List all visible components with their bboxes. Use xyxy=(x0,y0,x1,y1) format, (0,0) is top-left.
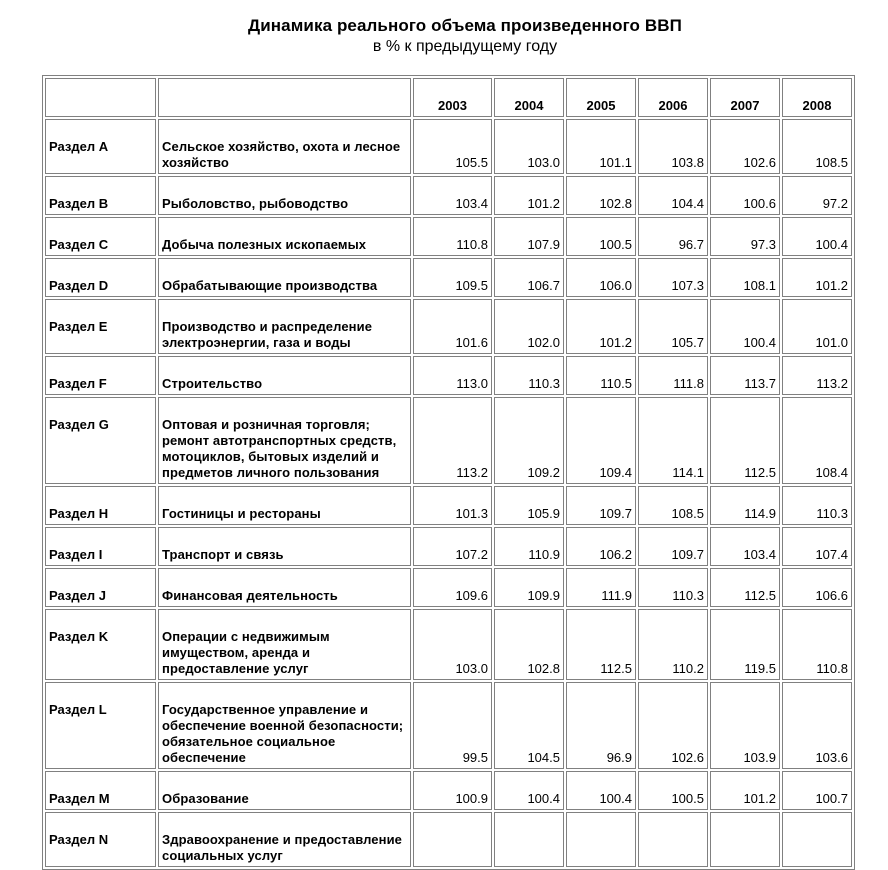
value-cell: 108.4 xyxy=(782,397,852,484)
value-cell: 105.7 xyxy=(638,299,708,354)
value-cell: 100.4 xyxy=(710,299,780,354)
section-name: Добыча полезных ископаемых xyxy=(158,217,411,256)
value-cell: 104.4 xyxy=(638,176,708,215)
value-cell: 97.3 xyxy=(710,217,780,256)
value-cell: 100.5 xyxy=(638,771,708,810)
value-cell: 100.4 xyxy=(494,771,564,810)
table-row xyxy=(45,527,852,566)
section-code: Раздел I xyxy=(45,527,156,566)
section-name: Финансовая деятельность xyxy=(158,568,411,607)
section-name: Государственное управление и обеспечение военной безопасности; обязательное социальное обеспечение xyxy=(158,682,411,769)
value-cell xyxy=(782,812,852,867)
year-header: 2006 xyxy=(638,78,708,117)
value-cell: 105.9 xyxy=(494,486,564,525)
value-cell: 97.2 xyxy=(782,176,852,215)
value-cell xyxy=(638,812,708,867)
section-code: Раздел J xyxy=(45,568,156,607)
table-row xyxy=(45,682,852,769)
value-cell: 101.2 xyxy=(566,299,636,354)
value-cell: 110.9 xyxy=(494,527,564,566)
table-row xyxy=(45,176,852,215)
value-cell: 110.3 xyxy=(782,486,852,525)
value-cell: 96.7 xyxy=(638,217,708,256)
report-header xyxy=(0,15,888,57)
section-name: Обрабатывающие производства xyxy=(158,258,411,297)
value-cell: 103.4 xyxy=(413,176,492,215)
section-name: Рыболовство, рыбоводство xyxy=(158,176,411,215)
section-code: Раздел G xyxy=(45,397,156,484)
table-row xyxy=(45,568,852,607)
value-cell: 113.0 xyxy=(413,356,492,395)
section-name: Гостиницы и рестораны xyxy=(158,486,411,525)
table-row xyxy=(45,771,852,810)
value-cell: 110.5 xyxy=(566,356,636,395)
value-cell: 102.0 xyxy=(494,299,564,354)
section-code: Раздел H xyxy=(45,486,156,525)
table-row xyxy=(45,299,852,354)
header-empty-cell xyxy=(158,78,411,117)
value-cell: 102.8 xyxy=(566,176,636,215)
value-cell: 103.6 xyxy=(782,682,852,769)
value-cell: 103.8 xyxy=(638,119,708,174)
value-cell: 100.4 xyxy=(566,771,636,810)
page-subtitle: в % к предыдущему году xyxy=(372,38,558,55)
value-cell: 113.2 xyxy=(413,397,492,484)
value-cell: 105.5 xyxy=(413,119,492,174)
section-name: Операции с недвижимым имуществом, аренда и предоставление услуг xyxy=(158,609,411,680)
value-cell: 111.9 xyxy=(566,568,636,607)
section-name: Производство и распределение электроэнергии, газа и воды xyxy=(158,299,411,354)
year-header: 2007 xyxy=(710,78,780,117)
value-cell: 113.2 xyxy=(782,356,852,395)
value-cell: 101.2 xyxy=(782,258,852,297)
value-cell: 102.6 xyxy=(638,682,708,769)
value-cell: 101.2 xyxy=(494,176,564,215)
value-cell: 109.4 xyxy=(566,397,636,484)
value-cell: 106.6 xyxy=(782,568,852,607)
year-header: 2004 xyxy=(494,78,564,117)
value-cell: 100.7 xyxy=(782,771,852,810)
value-cell: 101.1 xyxy=(566,119,636,174)
section-code: Раздел N xyxy=(45,812,156,867)
section-code: Раздел K xyxy=(45,609,156,680)
section-name: Образование xyxy=(158,771,411,810)
value-cell: 103.0 xyxy=(494,119,564,174)
value-cell: 100.9 xyxy=(413,771,492,810)
section-code: Раздел C xyxy=(45,217,156,256)
value-cell: 108.5 xyxy=(782,119,852,174)
value-cell: 108.5 xyxy=(638,486,708,525)
value-cell: 113.7 xyxy=(710,356,780,395)
value-cell: 99.5 xyxy=(413,682,492,769)
section-code: Раздел B xyxy=(45,176,156,215)
section-name: Здравоохранение и предоставление социальных услуг xyxy=(158,812,411,867)
value-cell: 109.9 xyxy=(494,568,564,607)
value-cell: 101.3 xyxy=(413,486,492,525)
section-code: Раздел A xyxy=(45,119,156,174)
value-cell: 110.2 xyxy=(638,609,708,680)
value-cell: 114.1 xyxy=(638,397,708,484)
section-code: Раздел E xyxy=(45,299,156,354)
value-cell: 107.2 xyxy=(413,527,492,566)
value-cell: 109.6 xyxy=(413,568,492,607)
value-cell: 102.6 xyxy=(710,119,780,174)
gdp-table xyxy=(42,75,855,870)
section-name: Оптовая и розничная торговля; ремонт автотранспортных средств, мотоциклов, бытовых изделий и предметов личного пользования xyxy=(158,397,411,484)
value-cell: 106.2 xyxy=(566,527,636,566)
value-cell: 112.5 xyxy=(710,397,780,484)
section-code: Раздел D xyxy=(45,258,156,297)
value-cell: 110.8 xyxy=(782,609,852,680)
header-row xyxy=(45,78,852,117)
value-cell: 112.5 xyxy=(566,609,636,680)
value-cell: 110.8 xyxy=(413,217,492,256)
table-row xyxy=(45,217,852,256)
value-cell: 106.7 xyxy=(494,258,564,297)
value-cell: 107.9 xyxy=(494,217,564,256)
section-code: Раздел F xyxy=(45,356,156,395)
header-empty-cell xyxy=(45,78,156,117)
value-cell: 110.3 xyxy=(494,356,564,395)
table-row xyxy=(45,486,852,525)
value-cell: 96.9 xyxy=(566,682,636,769)
value-cell: 100.4 xyxy=(782,217,852,256)
table-row xyxy=(45,356,852,395)
value-cell: 108.1 xyxy=(710,258,780,297)
section-name: Сельское хозяйство, охота и лесное хозяйство xyxy=(158,119,411,174)
value-cell: 106.0 xyxy=(566,258,636,297)
table-row xyxy=(45,609,852,680)
year-header: 2003 xyxy=(413,78,492,117)
value-cell: 112.5 xyxy=(710,568,780,607)
year-header: 2005 xyxy=(566,78,636,117)
value-cell: 101.6 xyxy=(413,299,492,354)
value-cell: 103.9 xyxy=(710,682,780,769)
value-cell: 119.5 xyxy=(710,609,780,680)
value-cell: 107.4 xyxy=(782,527,852,566)
section-code: Раздел L xyxy=(45,682,156,769)
value-cell: 100.6 xyxy=(710,176,780,215)
value-cell: 109.5 xyxy=(413,258,492,297)
value-cell: 104.5 xyxy=(494,682,564,769)
section-name: Строительство xyxy=(158,356,411,395)
year-header: 2008 xyxy=(782,78,852,117)
value-cell xyxy=(566,812,636,867)
section-code: Раздел M xyxy=(45,771,156,810)
value-cell: 103.4 xyxy=(710,527,780,566)
value-cell: 100.5 xyxy=(566,217,636,256)
value-cell xyxy=(413,812,492,867)
table-row xyxy=(45,397,852,484)
value-cell: 109.7 xyxy=(638,527,708,566)
gdp-table-body xyxy=(45,78,852,867)
value-cell: 111.8 xyxy=(638,356,708,395)
value-cell: 110.3 xyxy=(638,568,708,607)
table-row xyxy=(45,258,852,297)
value-cell xyxy=(494,812,564,867)
value-cell: 103.0 xyxy=(413,609,492,680)
value-cell: 101.0 xyxy=(782,299,852,354)
value-cell: 114.9 xyxy=(710,486,780,525)
value-cell: 109.2 xyxy=(494,397,564,484)
value-cell: 107.3 xyxy=(638,258,708,297)
table-row xyxy=(45,812,852,867)
value-cell xyxy=(710,812,780,867)
value-cell: 109.7 xyxy=(566,486,636,525)
value-cell: 102.8 xyxy=(494,609,564,680)
section-name: Транспорт и связь xyxy=(158,527,411,566)
value-cell: 101.2 xyxy=(710,771,780,810)
table-row xyxy=(45,119,852,174)
page-title: Динамика реального объема произведенного ВВП xyxy=(248,16,682,35)
